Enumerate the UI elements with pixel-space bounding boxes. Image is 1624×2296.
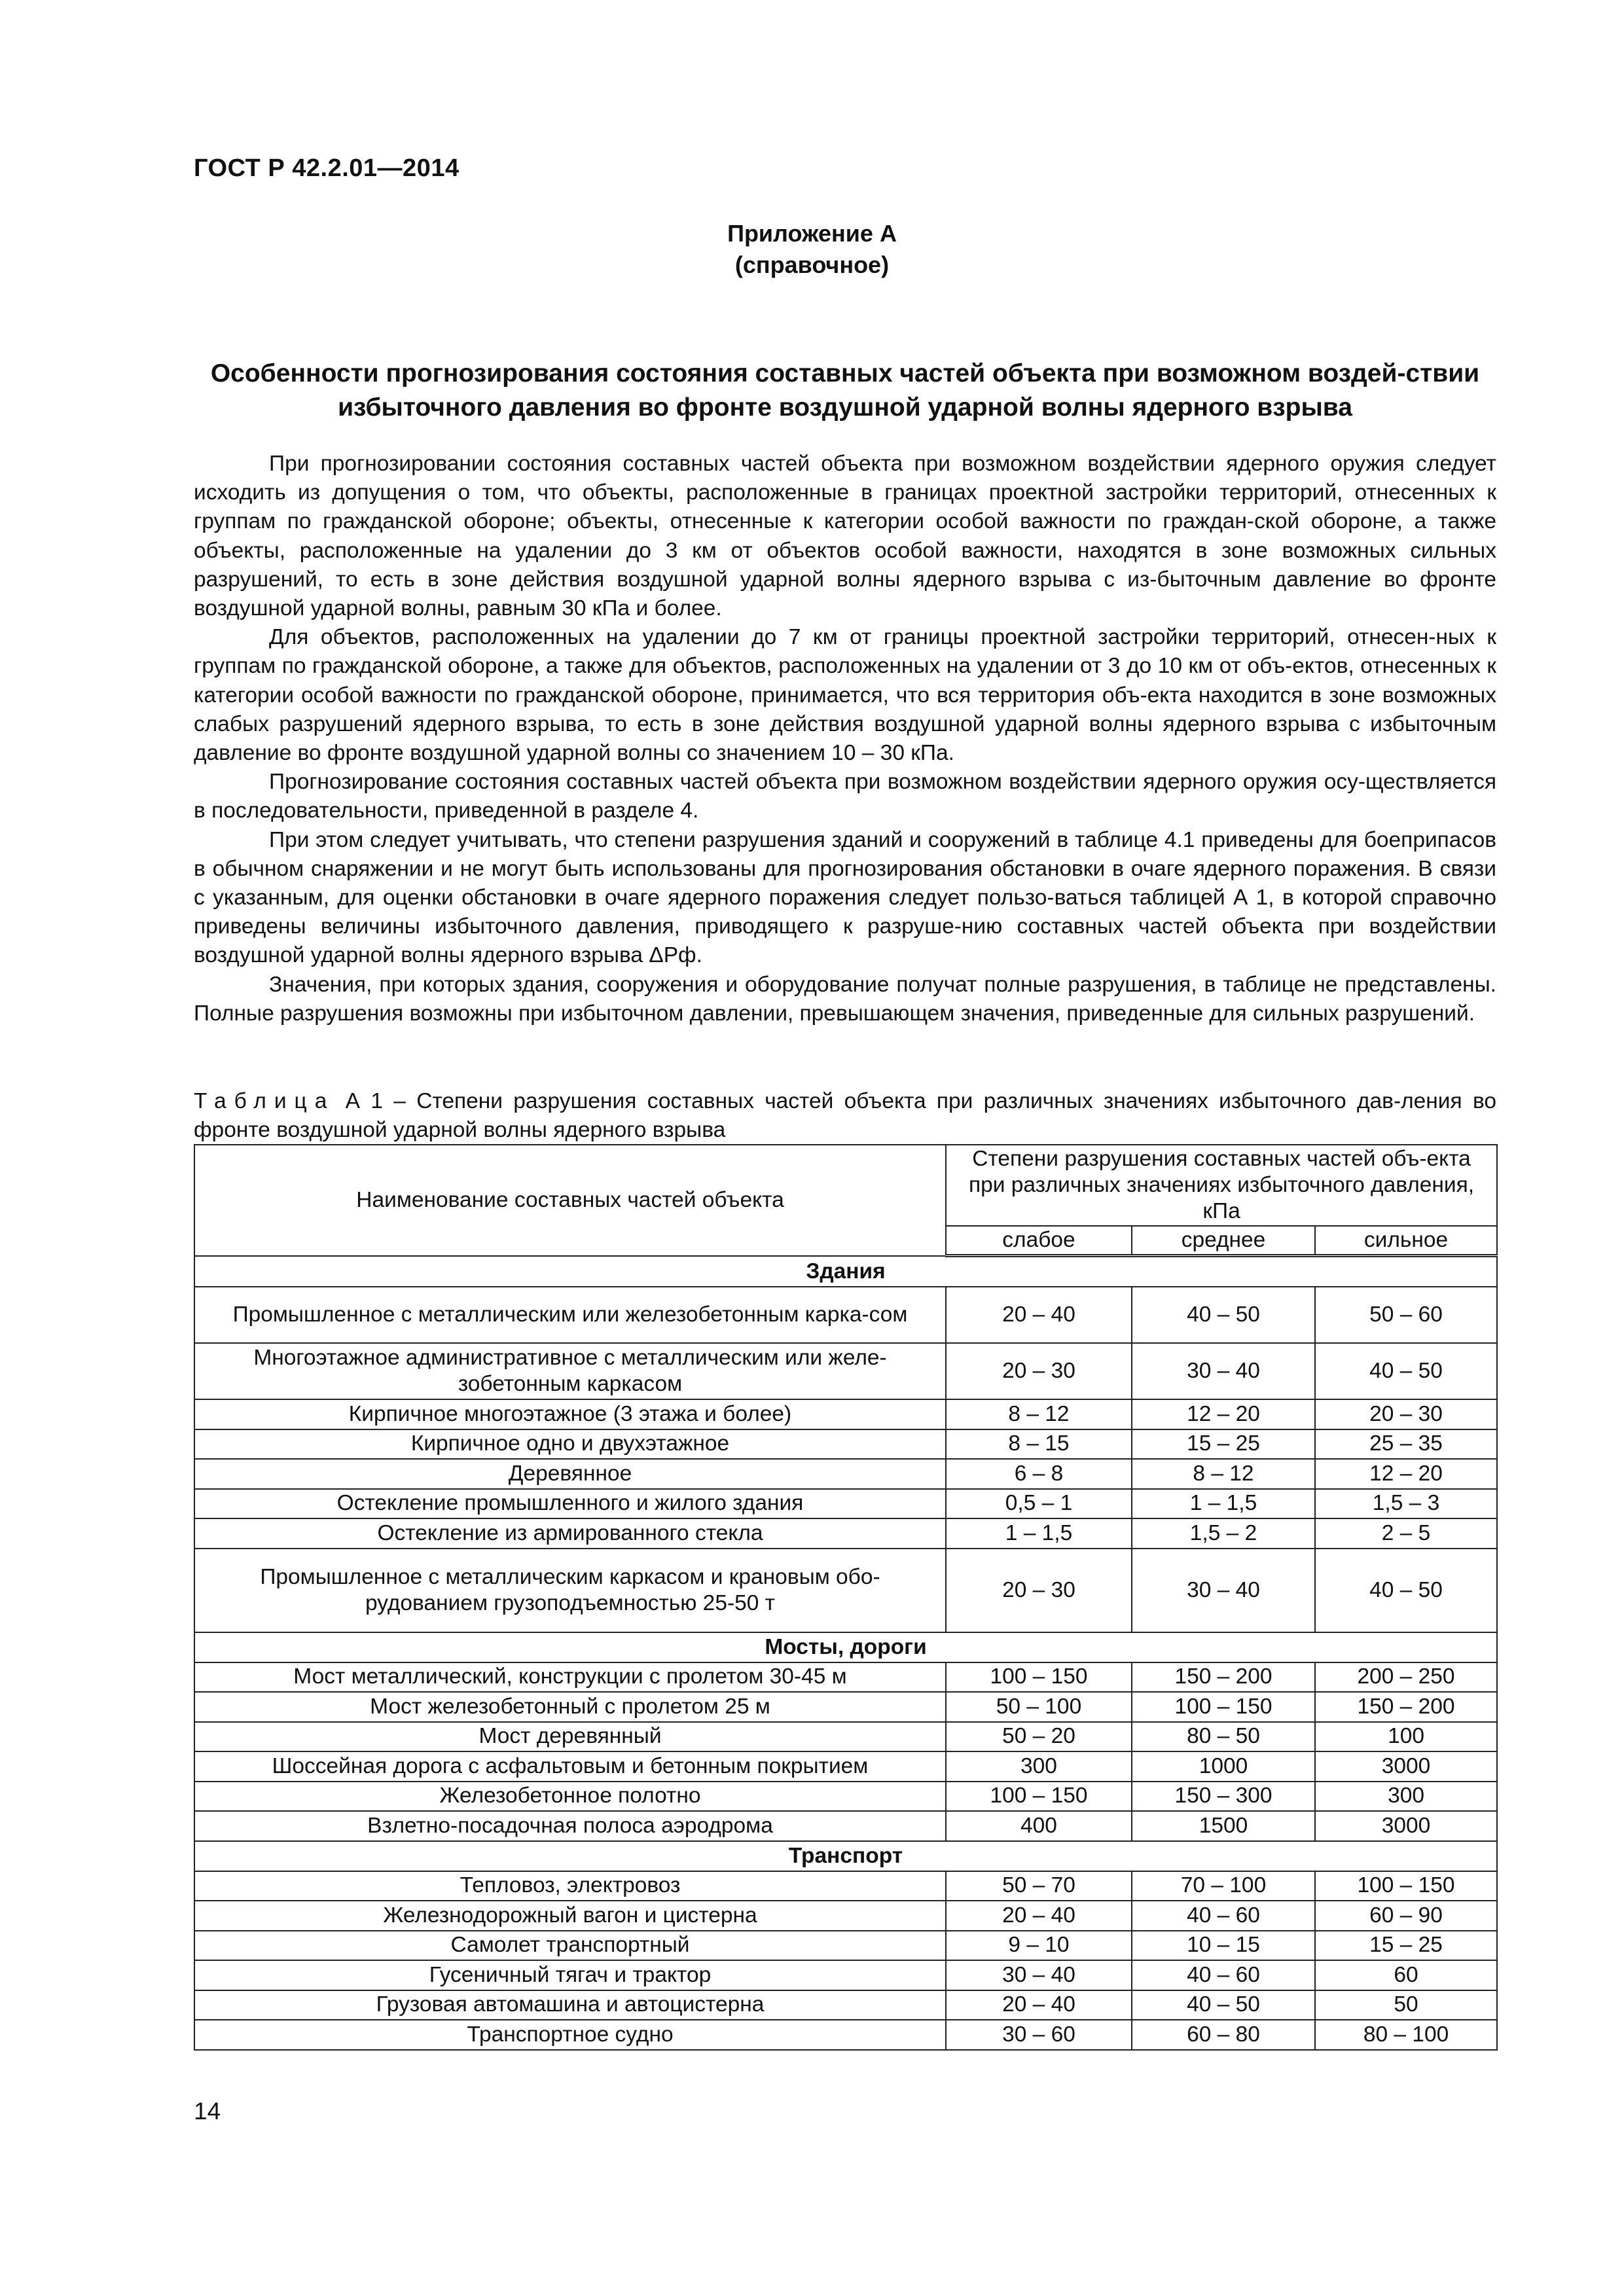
cell-medium: 40 – 50 xyxy=(1132,1287,1315,1343)
cell-name: Самолет транспортный xyxy=(194,1931,946,1961)
column-header-strong: сильное xyxy=(1315,1226,1497,1256)
cell-strong: 100 xyxy=(1315,1722,1497,1752)
section-title-cell: Мосты, дороги xyxy=(194,1632,1497,1662)
cell-name: Мост железобетонный с пролетом 25 м xyxy=(194,1692,946,1722)
table-row xyxy=(194,1662,1497,1693)
cell-strong: 200 – 250 xyxy=(1315,1662,1497,1693)
table-row xyxy=(194,1871,1497,1901)
cell-name: Гусеничный тягач и трактор xyxy=(194,1960,946,1990)
cell-strong: 60 xyxy=(1315,1960,1497,1990)
cell-name: Промышленное с металлическим или железобетонным карка-сом xyxy=(194,1287,946,1343)
cell-name: Остекление промышленного и жилого здания xyxy=(194,1489,946,1519)
table-row xyxy=(194,1287,1497,1343)
cell-strong: 1,5 – 3 xyxy=(1315,1489,1497,1519)
table-caption-label: Таблица xyxy=(194,1089,335,1113)
cell-medium: 12 – 20 xyxy=(1132,1399,1315,1429)
cell-medium: 80 – 50 xyxy=(1132,1722,1315,1752)
cell-medium: 40 – 50 xyxy=(1132,1990,1315,2020)
appendix-heading xyxy=(0,218,1624,281)
cell-name: Железнодорожный вагон и цистерна xyxy=(194,1901,946,1931)
cell-medium: 40 – 60 xyxy=(1132,1960,1315,1990)
cell-name: Остекление из армированного стекла xyxy=(194,1518,946,1549)
table-row xyxy=(194,1990,1497,2020)
section-row xyxy=(194,1632,1497,1662)
cell-strong: 2 – 5 xyxy=(1315,1518,1497,1549)
cell-strong: 3000 xyxy=(1315,1811,1497,1841)
cell-name: Грузовая автомашина и автоцистерна xyxy=(194,1990,946,2020)
cell-weak: 6 – 8 xyxy=(946,1459,1132,1489)
section-title: Особенности прогнозирования состояния составных частей объекта при возможном воздей-ствии избыточного давления во фронте воздушной ударной волны ядерного взрыва xyxy=(210,359,1480,422)
cell-strong: 100 – 150 xyxy=(1315,1871,1497,1901)
cell-strong: 25 – 35 xyxy=(1315,1429,1497,1460)
cell-strong: 3000 xyxy=(1315,1751,1497,1782)
table-row xyxy=(194,1931,1497,1961)
cell-weak: 50 – 100 xyxy=(946,1692,1132,1722)
cell-medium: 150 – 200 xyxy=(1132,1662,1315,1693)
table-row xyxy=(194,1960,1497,1990)
cell-medium: 70 – 100 xyxy=(1132,1871,1315,1901)
cell-weak: 20 – 40 xyxy=(946,1990,1132,2020)
cell-strong: 15 – 25 xyxy=(1315,1931,1497,1961)
section-row xyxy=(194,1841,1497,1871)
table-row xyxy=(194,1429,1497,1460)
cell-strong: 60 – 90 xyxy=(1315,1901,1497,1931)
cell-medium: 1000 xyxy=(1132,1751,1315,1782)
cell-medium: 1,5 – 2 xyxy=(1132,1518,1315,1549)
section-title-cell: Транспорт xyxy=(194,1841,1497,1871)
cell-weak: 9 – 10 xyxy=(946,1931,1132,1961)
table-row xyxy=(194,1782,1497,1812)
cell-weak: 50 – 70 xyxy=(946,1871,1132,1901)
cell-strong: 40 – 50 xyxy=(1315,1343,1497,1399)
cell-medium: 30 – 40 xyxy=(1132,1343,1315,1399)
cell-medium: 8 – 12 xyxy=(1132,1459,1315,1489)
cell-medium: 150 – 300 xyxy=(1132,1782,1315,1812)
cell-weak: 8 – 12 xyxy=(946,1399,1132,1429)
cell-name: Железобетонное полотно xyxy=(194,1782,946,1812)
cell-weak: 400 xyxy=(946,1811,1132,1841)
column-header-weak: слабое xyxy=(946,1226,1132,1256)
table-row xyxy=(194,2020,1497,2050)
paragraph: Значения, при которых здания, сооружения и оборудование получат полные разрушения, в таблице не представлены. Полные разрушения возможны при избыточном давлении, превышающем значения, приведенные для сильных разрушений. xyxy=(194,972,1496,1026)
cell-medium: 1500 xyxy=(1132,1811,1315,1841)
table-row xyxy=(194,1549,1497,1632)
table-row xyxy=(194,1751,1497,1782)
table-body xyxy=(194,1256,1497,2050)
cell-weak: 0,5 – 1 xyxy=(946,1489,1132,1519)
cell-strong: 12 – 20 xyxy=(1315,1459,1497,1489)
cell-weak: 20 – 30 xyxy=(946,1343,1132,1399)
cell-name: Шоссейная дорога с асфальтовым и бетонным покрытием xyxy=(194,1751,946,1782)
cell-name: Многоэтажное административное с металлическим или желе-зобетонным каркасом xyxy=(194,1343,946,1399)
section-title-cell: Здания xyxy=(194,1256,1497,1287)
cell-weak: 20 – 30 xyxy=(946,1549,1132,1632)
table-row xyxy=(194,1459,1497,1489)
cell-name: Тепловоз, электровоз xyxy=(194,1871,946,1901)
cell-strong: 80 – 100 xyxy=(1315,2020,1497,2050)
cell-medium: 60 – 80 xyxy=(1132,2020,1315,2050)
cell-weak: 100 – 150 xyxy=(946,1782,1132,1812)
cell-name: Мост металлический, конструкции с пролетом 30-45 м xyxy=(194,1662,946,1693)
section-row xyxy=(194,1256,1497,1287)
table-caption xyxy=(194,1087,1496,1145)
cell-medium: 100 – 150 xyxy=(1132,1692,1315,1722)
cell-name: Взлетно-посадочная полоса аэродрома xyxy=(194,1811,946,1841)
cell-weak: 20 – 40 xyxy=(946,1287,1132,1343)
cell-weak: 30 – 60 xyxy=(946,2020,1132,2050)
cell-weak: 30 – 40 xyxy=(946,1960,1132,1990)
damage-table xyxy=(194,1144,1498,2051)
paragraph: При этом следует учитывать, что степени разрушения зданий и сооружений в таблице 4.1 приведены для боеприпасов в обычном снаряжении и не могут быть использованы для прогнозирования обстановки в очаге ядерного поражения. В связи с указанным, для оценки обстановки в очаге ядерного поражения следует пользо-ваться таблицей А 1, в которой справочно приведены величины избыточного давления, приводящего к разруше-нию составных частей объекта при воздействии воздушной ударной волны ядерного взрыва ΔPф. xyxy=(194,827,1496,968)
paragraph: Прогнозирование состояния составных частей объекта при возможном воздействии ядерного оружия осу-ществляется в последовательности, приведенной в разделе 4. xyxy=(194,770,1496,823)
paragraph: При прогнозировании состояния составных частей объекта при возможном воздействии ядерного оружия следует исходить из допущения о том, что объекты, расположенные в границах проектной застройки территорий, отнесенных к группам по гражданской обороне; объекты, отнесенные к категории особой важности по граждан-ской обороне, а также объекты, расположенные на удалении до 3 км от объектов особой важности, находятся в зоне возможных сильных разрушений, то есть в зоне действия воздушной ударной волны ядерного взрыва с из-быточным давление во фронте воздушной ударной волны, равным 30 кПа и более. xyxy=(194,452,1496,621)
appendix-label: Приложение А xyxy=(727,220,897,247)
cell-strong: 20 – 30 xyxy=(1315,1399,1497,1429)
cell-name: Мост деревянный xyxy=(194,1722,946,1752)
cell-weak: 50 – 20 xyxy=(946,1722,1132,1752)
cell-name: Промышленное с металлическим каркасом и крановым обо-рудованием грузоподъемностью 25-50 т xyxy=(194,1549,946,1632)
cell-medium: 10 – 15 xyxy=(1132,1931,1315,1961)
cell-medium: 1 – 1,5 xyxy=(1132,1489,1315,1519)
cell-strong: 50 – 60 xyxy=(1315,1287,1497,1343)
table-row xyxy=(194,1722,1497,1752)
cell-name: Деревянное xyxy=(194,1459,946,1489)
document-header: ГОСТ Р 42.2.01—2014 xyxy=(194,154,460,182)
cell-weak: 1 – 1,5 xyxy=(946,1518,1132,1549)
paragraph: Для объектов, расположенных на удалении до 7 км от границы проектной застройки территорий, отнесен-ных к группам по гражданской обороне, а также для объектов, расположенных на удалении от 3 до 10 км от объ-ектов, отнесенных к категории особой важности по гражданской обороне, принимается, что вся территория объ-екта находится в зоне возможных слабых разрушений ядерного взрыва, то есть в зоне действия воздушной ударной волны ядерного взрыва с избыточным давление во фронте воздушной ударной волны со значением 10 – 30 кПа. xyxy=(194,625,1496,766)
column-header-group: Степени разрушения составных частей объ-екта при различных значениях избыточного давления, кПа xyxy=(946,1145,1497,1226)
cell-weak: 20 – 40 xyxy=(946,1901,1132,1931)
damage-table-container xyxy=(194,1144,1496,2051)
cell-name: Кирпичное одно и двухэтажное xyxy=(194,1429,946,1460)
cell-name: Кирпичное многоэтажное (3 этажа и более) xyxy=(194,1399,946,1429)
page-number: 14 xyxy=(194,2098,221,2125)
appendix-type: (справочное) xyxy=(734,251,890,278)
cell-medium: 30 – 40 xyxy=(1132,1549,1315,1632)
table-row xyxy=(194,1811,1497,1841)
table-row xyxy=(194,1343,1497,1399)
body-text xyxy=(194,450,1496,1028)
table-row xyxy=(194,1901,1497,1931)
cell-name: Транспортное судно xyxy=(194,2020,946,2050)
table-row xyxy=(194,1692,1497,1722)
cell-strong: 300 xyxy=(1315,1782,1497,1812)
cell-weak: 8 – 15 xyxy=(946,1429,1132,1460)
column-header-medium: среднее xyxy=(1132,1226,1315,1256)
cell-strong: 150 – 200 xyxy=(1315,1692,1497,1722)
cell-strong: 50 xyxy=(1315,1990,1497,2020)
table-row xyxy=(194,1489,1497,1519)
cell-strong: 40 – 50 xyxy=(1315,1549,1497,1632)
column-header-name: Наименование составных частей объекта xyxy=(194,1145,946,1256)
cell-medium: 15 – 25 xyxy=(1132,1429,1315,1460)
cell-medium: 40 – 60 xyxy=(1132,1901,1315,1931)
table-row xyxy=(194,1518,1497,1549)
table-caption-text: А 1 – Степени разрушения составных частей объекта при различных значениях избыточного дав-ления во фронте воздушной ударной волны ядерного взрыва xyxy=(194,1089,1496,1142)
cell-weak: 100 – 150 xyxy=(946,1662,1132,1693)
table-row xyxy=(194,1399,1497,1429)
cell-weak: 300 xyxy=(946,1751,1132,1782)
